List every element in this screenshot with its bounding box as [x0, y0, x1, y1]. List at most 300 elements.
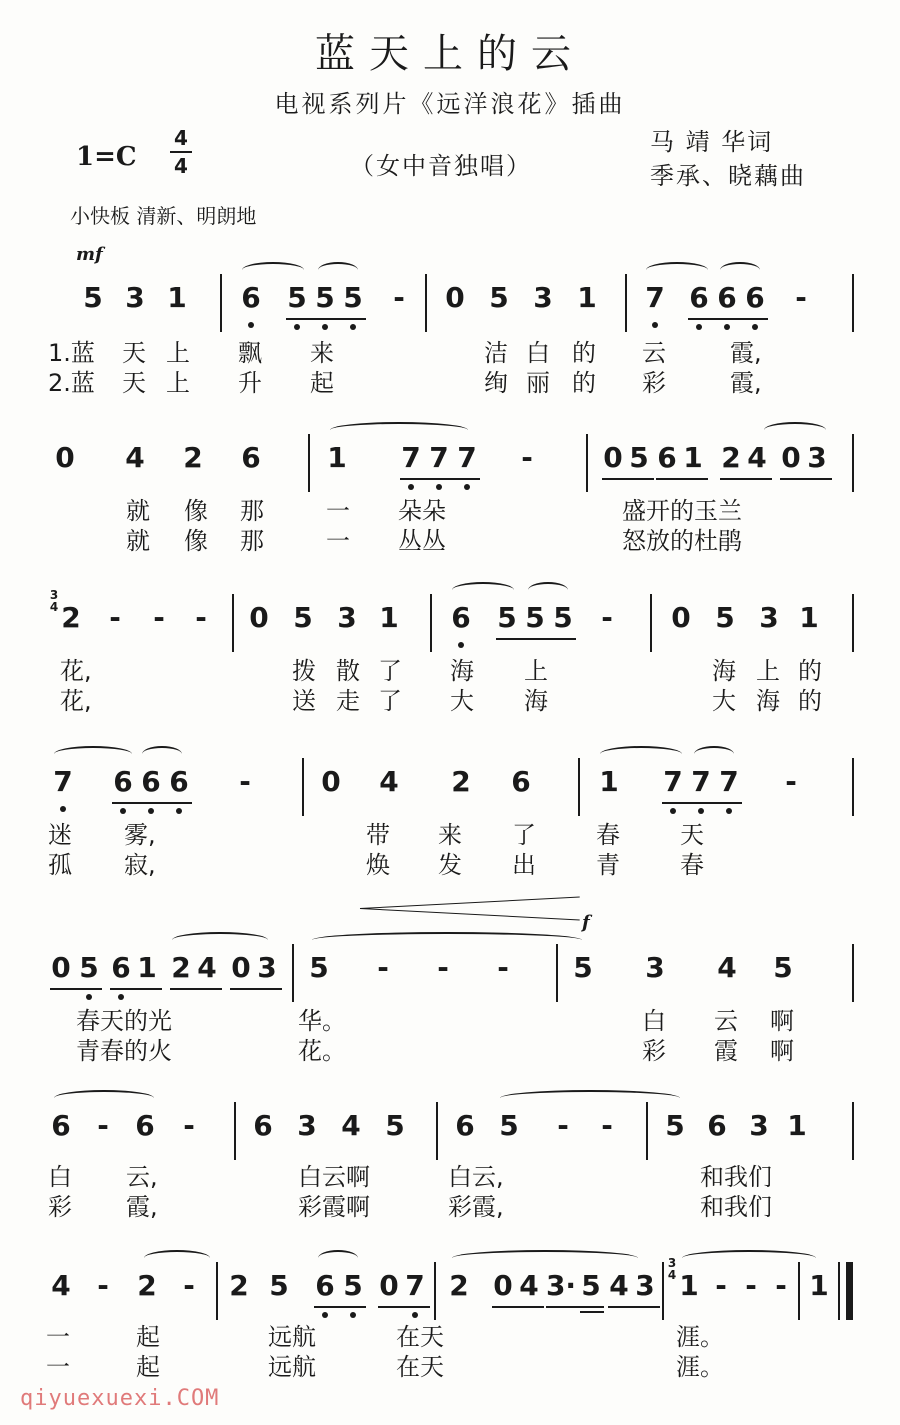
note: 5 — [287, 281, 307, 314]
octave-dot — [652, 322, 658, 328]
lyric: 的 — [798, 657, 822, 685]
note: 2 — [171, 951, 191, 984]
note: 5 — [315, 281, 335, 314]
note: 5 — [715, 601, 735, 634]
meter-change-top: 3 — [667, 1256, 677, 1270]
beam — [546, 1306, 604, 1308]
barline — [556, 944, 558, 1002]
lyric: 上 — [166, 369, 190, 397]
note: 1 — [327, 441, 347, 474]
beam — [780, 478, 832, 480]
lyric: 彩霞啊 — [298, 1193, 370, 1221]
dash: - — [377, 951, 389, 984]
note: 0 — [249, 601, 269, 634]
octave-dot — [322, 324, 328, 330]
crescendo-mark — [360, 896, 580, 909]
barline — [232, 594, 234, 652]
slur — [528, 582, 568, 598]
lyric: 海 — [524, 687, 548, 715]
slur — [646, 262, 708, 278]
note: 6 — [135, 1109, 155, 1142]
lyric: 2.蓝 — [48, 369, 95, 397]
tempo-marking: 小快板 清新、明朗地 — [70, 204, 257, 228]
lyric: 白云啊 — [298, 1163, 370, 1191]
dash: - — [97, 1109, 109, 1142]
dash: - — [785, 765, 797, 798]
note: 7 — [645, 281, 665, 314]
lyric: 彩 — [642, 1037, 666, 1065]
note: 5 — [553, 601, 573, 634]
octave-dot — [60, 806, 66, 812]
note: 3 — [297, 1109, 317, 1142]
lyric: 大 — [712, 687, 736, 715]
lyric: 白 — [642, 1007, 666, 1035]
note: 6 — [745, 281, 765, 314]
note: 5 — [665, 1109, 685, 1142]
note: 2 — [137, 1269, 157, 1302]
lyric: 上 — [756, 657, 780, 685]
slur — [54, 1090, 154, 1106]
barline — [852, 434, 854, 492]
lyric: 了 — [378, 687, 402, 715]
slur — [172, 932, 268, 948]
octave-dot — [436, 484, 442, 490]
lyric: 盛开的玉兰 — [622, 497, 742, 525]
note: 2 — [61, 601, 81, 634]
note: 0 — [321, 765, 341, 798]
lyric: 涯。 — [676, 1353, 724, 1381]
dash: - — [437, 951, 449, 984]
dash: - — [521, 441, 533, 474]
dash: - — [97, 1269, 109, 1302]
lyric: 来 — [310, 339, 334, 367]
dash: - — [393, 281, 405, 314]
lyric: 起 — [310, 369, 334, 397]
note: 6 — [315, 1269, 335, 1302]
octave-dot — [752, 324, 758, 330]
beam — [170, 988, 222, 990]
note: 7 — [401, 441, 421, 474]
barline — [625, 274, 627, 332]
time-signature — [170, 126, 192, 178]
note: 6 — [113, 765, 133, 798]
note: 5 — [343, 281, 363, 314]
barline — [234, 1102, 236, 1160]
beam — [50, 988, 102, 990]
note: 3 — [635, 1269, 655, 1302]
lyricist-credit: 马 靖 华词 — [650, 128, 774, 156]
note: 3 — [749, 1109, 769, 1142]
lyric: 彩 — [48, 1193, 72, 1221]
lyric: 来 — [438, 821, 462, 849]
lyric: 天 — [680, 821, 704, 849]
beam — [608, 1306, 660, 1308]
composer-credit: 季承、晓藕曲 — [650, 162, 806, 190]
lyric: 远航 — [268, 1353, 316, 1381]
beam — [496, 638, 576, 640]
note: 5 — [581, 1269, 601, 1302]
slur — [144, 1250, 210, 1266]
beam — [400, 478, 480, 480]
barline — [578, 758, 580, 816]
note: 6 — [717, 281, 737, 314]
octave-dot — [724, 324, 730, 330]
note: 0 — [603, 441, 623, 474]
slur — [600, 746, 682, 762]
note: 2 — [449, 1269, 469, 1302]
lyric: 和我们 — [700, 1193, 772, 1221]
note: 5 — [573, 951, 593, 984]
slur — [694, 746, 734, 762]
note: 6 — [657, 441, 677, 474]
note: 5 — [489, 281, 509, 314]
lyric: 青春的火 — [76, 1037, 172, 1065]
lyric: 和我们 — [700, 1163, 772, 1191]
voice-type: （女中音独唱） — [350, 152, 532, 180]
barline — [434, 1262, 436, 1320]
lyric: 云, — [126, 1163, 158, 1191]
note: 2 — [229, 1269, 249, 1302]
lyric: 上 — [524, 657, 548, 685]
dynamic-f: f — [582, 912, 590, 933]
lyric: 白 — [48, 1163, 72, 1191]
beam — [492, 1306, 544, 1308]
dash: - — [715, 1269, 727, 1302]
note: 4 — [747, 441, 767, 474]
lyric: 彩 — [642, 369, 666, 397]
note: 1 — [137, 951, 157, 984]
note: 5 — [385, 1109, 405, 1142]
lyric: 迷 — [48, 821, 72, 849]
octave-dot — [248, 322, 254, 328]
lyric: 一 — [326, 527, 350, 555]
note: 0 — [231, 951, 251, 984]
note: 7 — [405, 1269, 425, 1302]
note: 5 — [83, 281, 103, 314]
slur — [142, 746, 182, 762]
lyric: 发 — [438, 851, 462, 879]
note: 3 — [533, 281, 553, 314]
lyric: 怒放的杜鹃 — [622, 527, 742, 555]
lyric: 朵朵 — [398, 497, 446, 525]
lyric: 天 — [122, 339, 146, 367]
lyric: 彩霞, — [448, 1193, 504, 1221]
lyric: 带 — [366, 821, 390, 849]
octave-dot — [412, 1312, 418, 1318]
beam — [112, 802, 192, 804]
note: 4 — [341, 1109, 361, 1142]
barline — [646, 1102, 648, 1160]
lyric: 远航 — [268, 1323, 316, 1351]
dash: - — [153, 601, 165, 634]
meter-change-top: 3 — [49, 588, 59, 602]
note: 7 — [53, 765, 73, 798]
barline — [292, 944, 294, 1002]
slur — [318, 262, 358, 278]
lyric: 雾, — [124, 821, 156, 849]
barline — [852, 274, 854, 332]
slur — [312, 932, 582, 948]
crescendo-mark — [360, 908, 580, 921]
lyric: 1.蓝 — [48, 339, 95, 367]
lyric: 就 — [126, 497, 150, 525]
lyric: 春天的光 — [76, 1007, 172, 1035]
beam — [230, 988, 282, 990]
lyric: 丛丛 — [398, 527, 446, 555]
octave-dot — [464, 484, 470, 490]
beam — [688, 318, 768, 320]
note: 5 — [309, 951, 329, 984]
song-title: 蓝天上的云 — [315, 31, 585, 77]
site-watermark: qiyuexuexi.COM — [20, 1386, 220, 1411]
octave-dot — [458, 642, 464, 648]
note: 0 — [671, 601, 691, 634]
lyric: 飘 — [238, 339, 262, 367]
lyric: 洁 — [484, 339, 508, 367]
note: 5 — [269, 1269, 289, 1302]
note: 5 — [525, 601, 545, 634]
barline — [852, 758, 854, 816]
dash: - — [775, 1269, 787, 1302]
note: 6 — [169, 765, 189, 798]
note: 6 — [707, 1109, 727, 1142]
dash: - — [183, 1269, 195, 1302]
lyric: 那 — [240, 527, 264, 555]
note: 6 — [141, 765, 161, 798]
slur — [54, 746, 132, 762]
lyric: 霞, — [730, 339, 762, 367]
barline — [852, 944, 854, 1002]
lyric: 天 — [122, 369, 146, 397]
note: 1 — [809, 1269, 829, 1302]
octave-dot — [294, 324, 300, 330]
note: 1 — [599, 765, 619, 798]
note: 1 — [683, 441, 703, 474]
dynamic-mf: mf — [76, 244, 103, 265]
octave-dot — [408, 484, 414, 490]
note: 2 — [183, 441, 203, 474]
lyric: 走 — [336, 687, 360, 715]
lyric: 寂, — [124, 851, 156, 879]
note: 4 — [197, 951, 217, 984]
lyric: 啊 — [770, 1037, 794, 1065]
note: 5 — [343, 1269, 363, 1302]
note: 6 — [51, 1109, 71, 1142]
barline — [308, 434, 310, 492]
octave-dot — [696, 324, 702, 330]
meter-change-bottom: 4 — [49, 600, 59, 614]
lyric: 就 — [126, 527, 150, 555]
beam — [110, 988, 162, 990]
lyric: 霞, — [730, 369, 762, 397]
octave-dot — [350, 1312, 356, 1318]
lyric: 云 — [714, 1007, 738, 1035]
barline — [436, 1102, 438, 1160]
note: 7 — [691, 765, 711, 798]
note: 4 — [717, 951, 737, 984]
octave-dot — [148, 808, 154, 814]
lyric: 一 — [326, 497, 350, 525]
lyric: 大 — [450, 687, 474, 715]
note: 5 — [629, 441, 649, 474]
slur — [500, 1090, 680, 1106]
meter-top: 4 — [174, 126, 188, 150]
lyric: 在天 — [396, 1353, 444, 1381]
lyric: 拨 — [292, 657, 316, 685]
lyric: 云 — [642, 339, 666, 367]
note: 0 — [445, 281, 465, 314]
note: 3 — [759, 601, 779, 634]
octave-dot — [118, 994, 124, 1000]
note: 7 — [719, 765, 739, 798]
note: 6 — [241, 281, 261, 314]
lyric: 送 — [292, 687, 316, 715]
dash: - — [109, 601, 121, 634]
lyric: 白云, — [448, 1163, 504, 1191]
lyric: 升 — [238, 369, 262, 397]
note: 4 — [51, 1269, 71, 1302]
lyric: 花。 — [298, 1037, 346, 1065]
slur — [330, 422, 468, 438]
lyric: 花, — [60, 657, 92, 685]
note: 6 — [689, 281, 709, 314]
lyric: 春 — [596, 821, 620, 849]
lyric: 春 — [680, 851, 704, 879]
slur — [682, 1250, 816, 1266]
note: 2 — [451, 765, 471, 798]
barline — [425, 274, 427, 332]
barline — [430, 594, 432, 652]
lyric: 在天 — [396, 1323, 444, 1351]
slur — [452, 1250, 638, 1266]
note: 4 — [379, 765, 399, 798]
lyric: 海 — [712, 657, 736, 685]
lyric: 啊 — [770, 1007, 794, 1035]
lyric: 了 — [378, 657, 402, 685]
lyric: 海 — [756, 687, 780, 715]
beam — [656, 478, 708, 480]
note: 3 — [337, 601, 357, 634]
barline — [220, 274, 222, 332]
note: 0 — [51, 951, 71, 984]
octave-dot — [86, 994, 92, 1000]
lyric: 花, — [60, 687, 92, 715]
dash: - — [601, 1109, 613, 1142]
note: 5 — [773, 951, 793, 984]
lyric: 华。 — [298, 1007, 346, 1035]
note: 0 — [55, 441, 75, 474]
barline — [586, 434, 588, 492]
beam — [314, 1306, 366, 1308]
lyric: 霞 — [714, 1037, 738, 1065]
octave-dot — [120, 808, 126, 814]
note: 4 — [125, 441, 145, 474]
note: 1 — [379, 601, 399, 634]
note: 5 — [79, 951, 99, 984]
note: 1 — [577, 281, 597, 314]
note: 6 — [253, 1109, 273, 1142]
note: 1 — [799, 601, 819, 634]
barline — [852, 594, 854, 652]
note: 4 — [609, 1269, 629, 1302]
octave-dot — [726, 808, 732, 814]
lyric: 丽 — [526, 369, 550, 397]
meter-bottom: 4 — [174, 154, 188, 178]
lyric: 像 — [184, 497, 208, 525]
note: 6 — [455, 1109, 475, 1142]
beam — [602, 478, 654, 480]
lyric: 的 — [572, 369, 596, 397]
barline — [302, 758, 304, 816]
note: 3 — [807, 441, 827, 474]
note: 5 — [293, 601, 313, 634]
note: 0 — [379, 1269, 399, 1302]
lyric: 散 — [336, 657, 360, 685]
lyric: 出 — [512, 851, 536, 879]
dash: - — [601, 601, 613, 634]
note: 7 — [663, 765, 683, 798]
beam — [286, 318, 366, 320]
lyric: 上 — [166, 339, 190, 367]
slur — [452, 582, 514, 598]
note: 7 — [429, 441, 449, 474]
barline — [852, 1102, 854, 1160]
lyric: 海 — [450, 657, 474, 685]
dash: - — [497, 951, 509, 984]
note: 0 — [493, 1269, 513, 1302]
note: 1 — [167, 281, 187, 314]
slur — [242, 262, 304, 278]
final-barline — [846, 1262, 853, 1320]
song-subtitle: 电视系列片《远洋浪花》插曲 — [274, 90, 626, 118]
lyric: 焕 — [366, 851, 390, 879]
lyric: 霞, — [126, 1193, 158, 1221]
barline — [650, 594, 652, 652]
octave-dot — [698, 808, 704, 814]
lyric: 一 — [46, 1323, 70, 1351]
dash: - — [239, 765, 251, 798]
note: 6 — [111, 951, 131, 984]
lyric: 涯。 — [676, 1323, 724, 1351]
lyric: 像 — [184, 527, 208, 555]
note: 4 — [519, 1269, 539, 1302]
meter-change-bottom: 4 — [667, 1268, 677, 1282]
lyric: 孤 — [48, 851, 72, 879]
note: 3· — [545, 1269, 577, 1302]
lyric: 那 — [240, 497, 264, 525]
dash: - — [745, 1269, 757, 1302]
lyric: 一 — [46, 1353, 70, 1381]
slur — [720, 262, 760, 278]
beam — [720, 478, 772, 480]
note: 5 — [497, 601, 517, 634]
note: 2 — [721, 441, 741, 474]
note: 3 — [257, 951, 277, 984]
note: 6 — [451, 601, 471, 634]
octave-dot — [176, 808, 182, 814]
barline — [838, 1262, 840, 1320]
octave-dot — [322, 1312, 328, 1318]
note: 1 — [787, 1109, 807, 1142]
note: 0 — [781, 441, 801, 474]
key-signature: 1=C — [76, 142, 137, 172]
barline — [662, 1262, 664, 1320]
note: 3 — [125, 281, 145, 314]
note: 5 — [499, 1109, 519, 1142]
barline — [216, 1262, 218, 1320]
beam — [378, 1306, 430, 1308]
lyric: 了 — [512, 821, 536, 849]
